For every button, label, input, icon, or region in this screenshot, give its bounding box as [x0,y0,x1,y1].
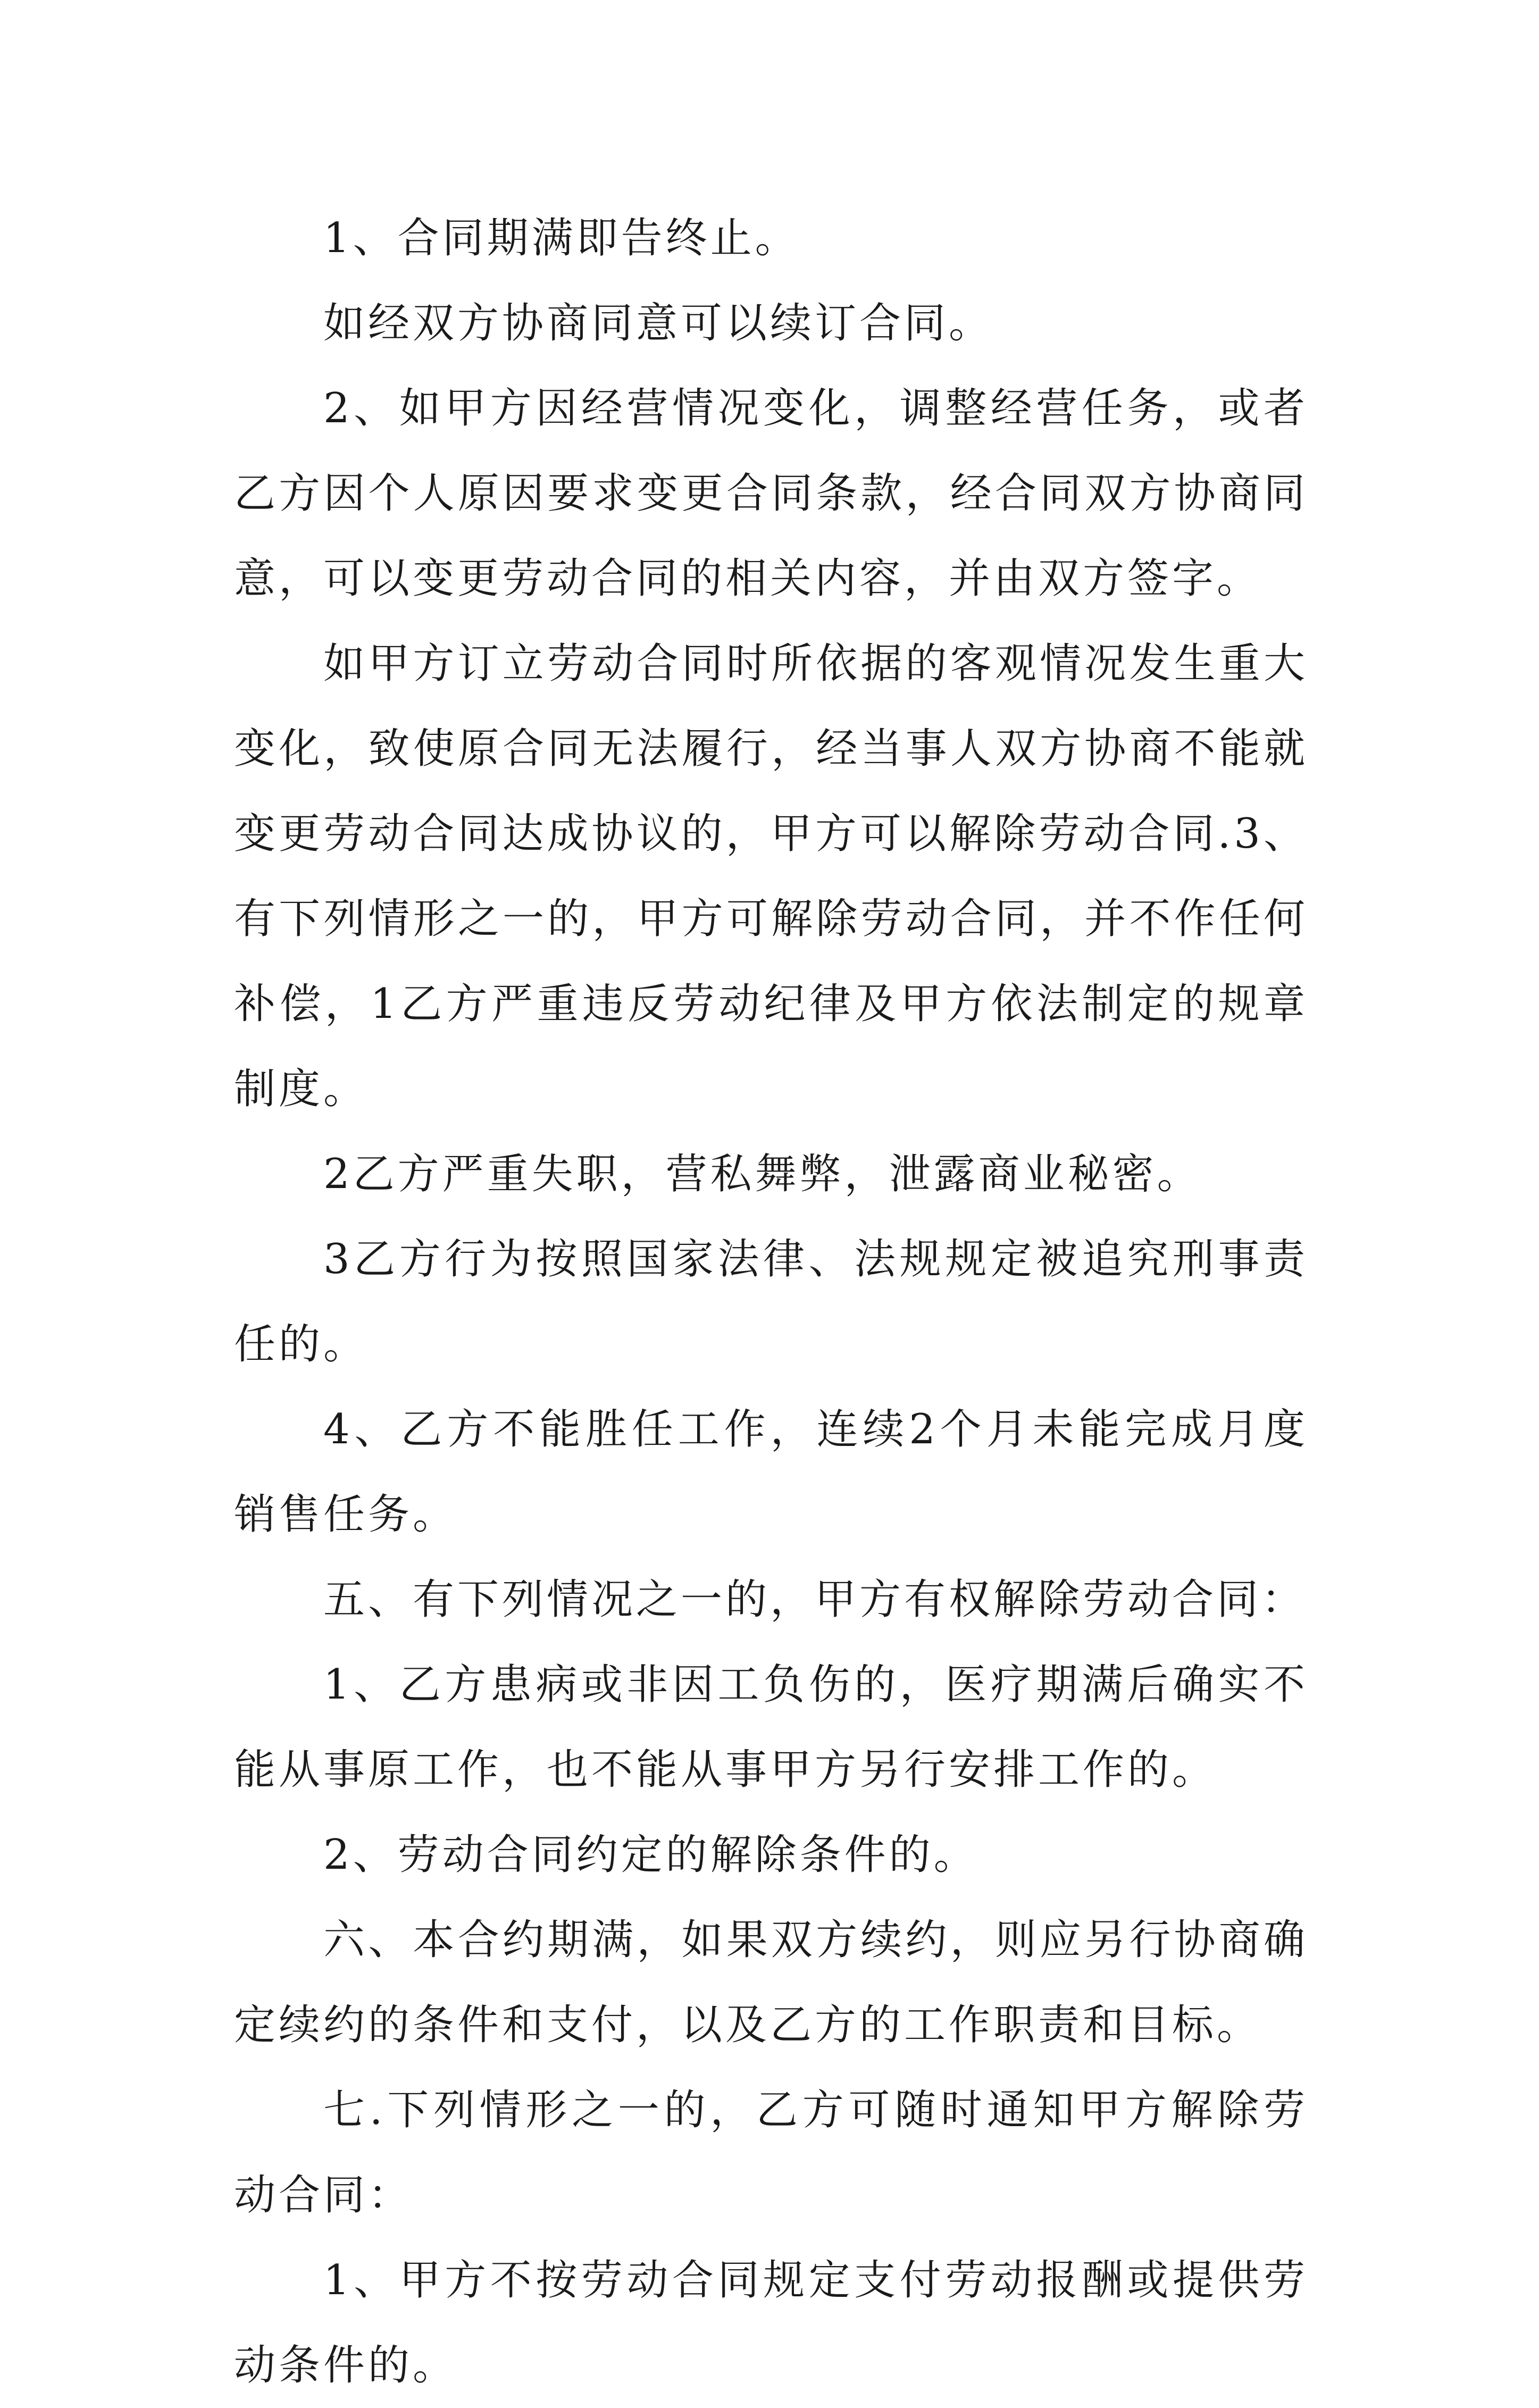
paragraph-5: 2乙方严重失职，营私舞弊，泄露商业秘密。 [323,1150,1202,1198]
document-body [234,196,1308,2408]
paragraph-11: 六、本合约期满，如果双方续约，则应另行协商确定续约的条件和支付，以及乙方的工作职责和目标。 [234,1916,1308,2049]
paragraph-2: 如经双方协商同意可以续订合同。 [323,299,994,347]
paragraph-8: 五、有下列情况之一的，甲方有权解除劳动合同： [323,1576,1307,1624]
paragraph-9: 1、乙方患病或非因工负伤的，医疗期满后确实不能从事原工作，也不能从事甲方另行安排工作的。 [234,1661,1308,1794]
paragraph-1: 1、合同期满即告终止。 [323,214,800,262]
paragraph-6: 3乙方行为按照国家法律、法规规定被追究刑事责任的。 [234,1235,1308,1368]
paragraph-3: 2、如甲方因经营情况变化，调整经营任务，或者乙方因个人原因要求变更合同条款，经合同双方协商同意，可以变更劳动合同的相关内容，并由双方签字。 [234,384,1308,603]
paragraph-10: 2、劳动合同约定的解除条件的。 [323,1831,978,1879]
paragraph-7: 4、乙方不能胜任工作，连续2个月未能完成月度销售任务。 [234,1406,1308,1539]
paragraph-4: 如甲方订立劳动合同时所依据的客观情况发生重大变化，致使原合同无法履行，经当事人双方协商不能就变更劳动合同达成协议的，甲方可以解除劳动合同.3、有下列情形之一的，甲方可解除劳动合同，并不作任何补偿，1乙方严重违反劳动纪律及甲方依法制定的规章制度。 [234,640,1308,1113]
paragraph-12: 七.下列情形之一的，乙方可随时通知甲方解除劳动合同： [234,2086,1308,2219]
paragraph-13: 1、甲方不按劳动合同规定支付劳动报酬或提供劳动条件的。 [234,2256,1308,2389]
